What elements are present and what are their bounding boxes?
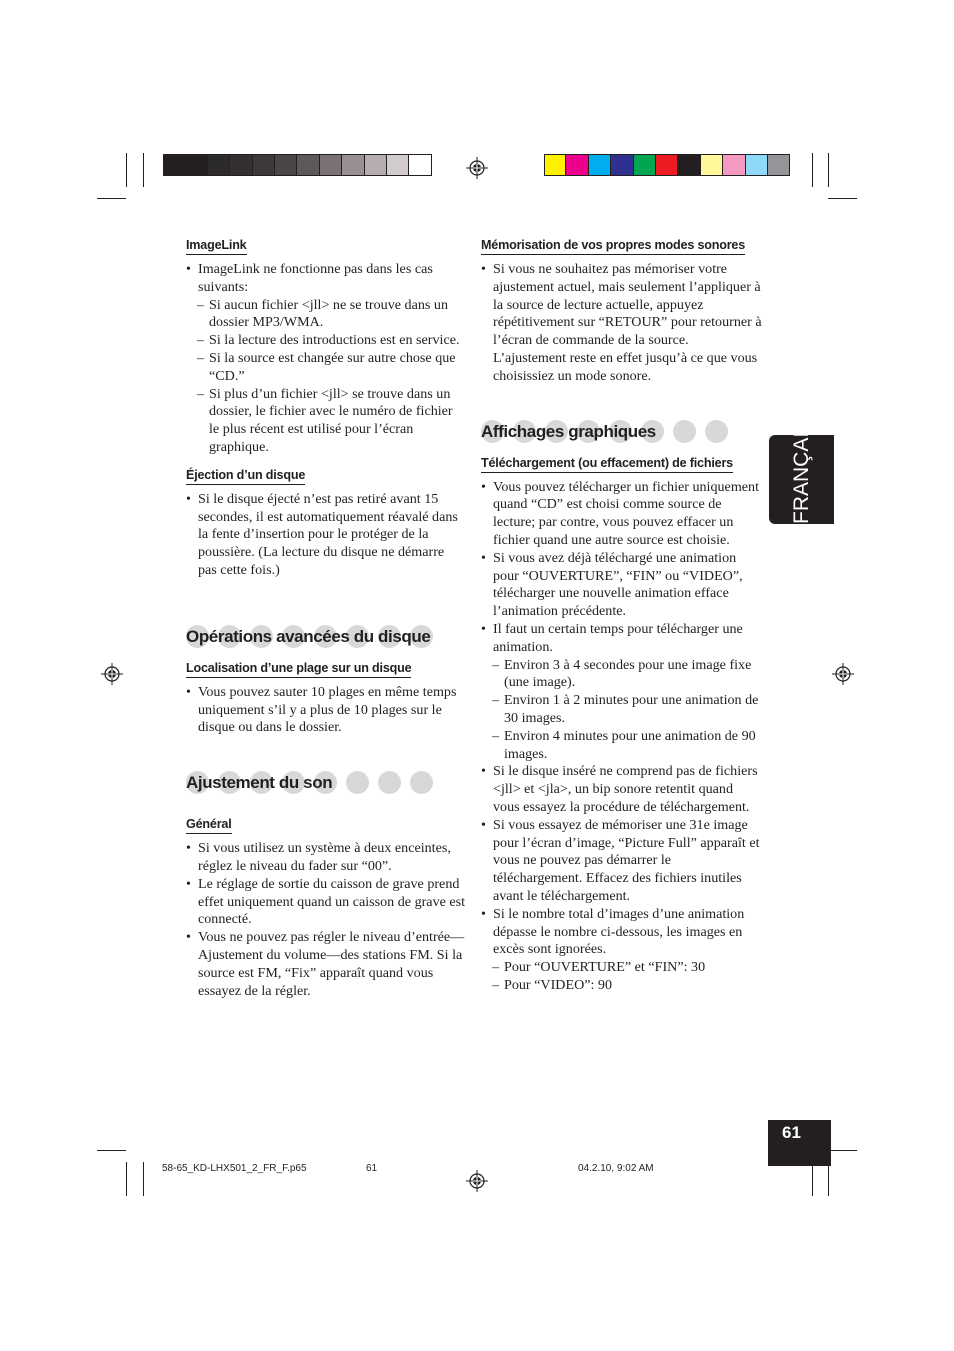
color-swatch <box>320 154 342 176</box>
bullet-item: • Si vous avez déjà téléchargé une animation pour “OUVERTURE”, “FIN” ou “VIDEO”, télécharger une nouvelle animation efface l’animation précédente. <box>481 549 743 620</box>
heading-operations-avancees: Opérations avancées du disque <box>186 625 466 651</box>
color-swatch <box>365 154 387 176</box>
crop-mark <box>828 1162 829 1196</box>
crop-mark <box>97 198 126 199</box>
language-tab <box>769 417 834 524</box>
bullet-item: • Le réglage de sortie du caisson de grave prend effet uniquement quand un caisson de grave est connecté. <box>186 875 466 928</box>
footer-page: 61 <box>366 1163 378 1174</box>
color-swatch <box>230 154 252 176</box>
footer-filename: 58-65_KD-LHX501_2_FR_F.p65 <box>162 1163 307 1174</box>
section-title: Téléchargement (ou effacement) de fichiers <box>481 456 733 473</box>
registration-mark-icon <box>101 663 123 685</box>
section-imagelink <box>186 236 466 457</box>
section-telechargement <box>481 454 763 995</box>
bullet-item: • ImageLink ne fonctionne pas dans les cas suivants: <box>186 261 433 295</box>
dash-item: – Environ 3 à 4 secondes pour une image fixe (une image). <box>492 656 752 691</box>
crop-mark <box>143 153 144 187</box>
dash-item: – Si aucun fichier <jll> ne se trouve dans un dossier MP3/WMA. <box>197 296 448 331</box>
bullet-item: • Si le disque éjecté n’est pas retiré avant 15 secondes, il est automatiquement réavalé dans la fente d’insertion pour le protéger de la poussière. (La lecture du disque ne démarre pas cette fois.) <box>186 490 458 578</box>
section-localisation <box>186 659 466 737</box>
color-swatch <box>768 154 790 176</box>
right-column <box>481 236 763 995</box>
color-swatch <box>656 154 678 176</box>
color-swatch <box>387 154 409 176</box>
color-swatch <box>589 154 611 176</box>
color-swatch <box>163 154 185 176</box>
section-title: ImageLink <box>186 238 247 255</box>
color-calibration-bar <box>544 154 790 176</box>
color-swatch <box>701 154 723 176</box>
grayscale-calibration-bar <box>163 154 432 176</box>
crop-mark <box>828 1150 857 1151</box>
crop-mark <box>97 1150 126 1151</box>
color-swatch <box>409 154 431 176</box>
section-general <box>186 815 466 1000</box>
bullet-item: • Si le nombre total d’images d’une animation dépasse le nombre ci-dessous, les images en excès sont ignorées. <box>481 905 745 958</box>
page-number-box <box>768 1120 831 1166</box>
bullet-item: • Vous ne pouvez pas régler le niveau d’entrée—Ajustement du volume—des stations FM. Si la source est FM, “Fix” apparaît quand vous essayez de la régler. <box>186 929 465 999</box>
color-swatch <box>723 154 745 176</box>
dash-item: – Si plus d’un fichier <jll> se trouve dans un dossier, le fichier avec le numéro de fichier le plus récent est utilisé pour l’écran graphique. <box>197 385 453 455</box>
crop-mark <box>126 153 127 187</box>
color-swatch <box>253 154 275 176</box>
crop-mark <box>828 198 857 199</box>
section-memorisation <box>481 236 763 386</box>
registration-mark-icon <box>466 1170 488 1192</box>
color-swatch <box>297 154 319 176</box>
color-swatch <box>185 154 207 176</box>
bullet-item: • Si vous utilisez un système à deux enceintes, réglez le niveau du fader sur “00”. <box>186 840 451 874</box>
crop-mark <box>126 1162 127 1196</box>
footer-date: 04.2.10, 9:02 AM <box>578 1163 654 1174</box>
registration-mark-icon <box>832 663 854 685</box>
dash-item: – Si la lecture des introductions est en service. <box>197 332 460 349</box>
color-swatch <box>275 154 297 176</box>
bullet-item: • Il faut un certain temps pour télécharger une animation. <box>481 620 743 655</box>
heading-ajustement-son: Ajustement du son <box>186 771 466 797</box>
bullet-item: • Vous pouvez sauter 10 plages en même temps uniquement s’il y a plus de 10 plages sur le disque ou dans le dossier. <box>186 683 457 736</box>
heading-affichages-graphiques: Affichages graphiques <box>481 420 763 446</box>
bullet-item: • Si vous essayez de mémoriser une 31e image pour l’écran d’image, “Picture Full” apparaît et vous ne pouvez pas démarrer le téléchargement. Effacez des fichiers inutiles avant le téléchargement. <box>481 816 760 904</box>
left-column <box>186 236 466 1000</box>
page-number: 61 <box>782 1123 801 1142</box>
color-swatch <box>634 154 656 176</box>
crop-mark <box>143 1162 144 1196</box>
crop-mark <box>828 153 829 187</box>
section-title: Éjection d’un disque <box>186 468 305 485</box>
color-swatch <box>208 154 230 176</box>
dash-item: – Environ 4 minutes pour une animation de 90 images. <box>492 727 756 762</box>
registration-mark-icon <box>466 157 488 179</box>
crop-mark <box>812 153 813 187</box>
bullet-item: • Vous pouvez télécharger un fichier uniquement quand “CD” est choisi comme source de lecture; par contre, vous pouvez effacer un fichier quand une autre source est choisie. <box>481 478 759 548</box>
bullet-item: • Si le disque inséré ne comprend pas de fichiers <jll> et <jla>, un bip sonore retentit quand vous essayez la procédure de téléchargement. <box>481 763 758 815</box>
language-tab-label: FRANÇAIS <box>790 417 813 524</box>
dash-item: – Pour “VIDEO”: 90 <box>492 976 613 993</box>
section-ejection <box>186 466 466 580</box>
dash-item: – Si la source est changée sur autre chose que “CD.” <box>197 349 456 384</box>
section-title: Localisation d’une plage sur un disque <box>186 661 411 678</box>
section-title: Général <box>186 817 232 834</box>
color-swatch <box>544 154 566 176</box>
dash-item: – Environ 1 à 2 minutes pour une animation de 30 images. <box>492 692 759 726</box>
color-swatch <box>566 154 588 176</box>
bullet-item: • Si vous ne souhaitez pas mémoriser votre ajustement actuel, mais seulement l’appliquer à la source de lecture actuelle, appuyez répétitivement sur “RETOUR” pour retourner à l’écran de commande de la source. L’ajustement reste en effet jusqu’à ce que vous choisissiez un mode sonore. <box>481 261 762 384</box>
section-title: Mémorisation de vos propres modes sonores <box>481 238 745 255</box>
crop-mark <box>812 1162 813 1196</box>
dash-item: – Pour “OUVERTURE” et “FIN”: 30 <box>492 959 706 976</box>
color-swatch <box>678 154 700 176</box>
color-swatch <box>746 154 768 176</box>
color-swatch <box>342 154 364 176</box>
color-swatch <box>611 154 633 176</box>
